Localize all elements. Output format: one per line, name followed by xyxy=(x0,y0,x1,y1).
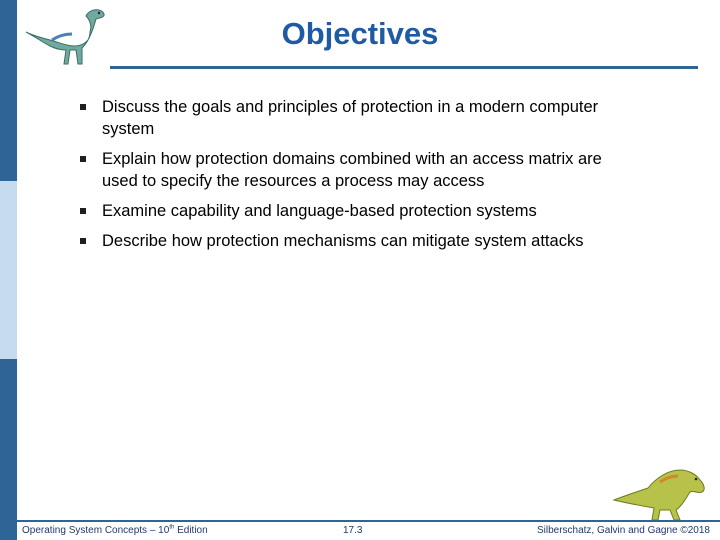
dinosaur-icon xyxy=(610,462,708,522)
footer-book-suffix: Edition xyxy=(174,525,208,536)
footer-book-prefix: Operating System Concepts – 10 xyxy=(22,525,170,536)
footer-page-number: 17.3 xyxy=(343,525,363,536)
bullet-text: Discuss the goals and principles of protection in a modern computer system xyxy=(102,98,599,138)
bullet-marker xyxy=(80,156,86,162)
bullet-marker xyxy=(80,238,86,244)
left-bar-top xyxy=(0,0,17,181)
footer-copyright: Silberschatz, Galvin and Gagne ©2018 xyxy=(536,525,710,536)
left-bar-middle xyxy=(0,181,17,359)
bullet-text: Describe how protection mechanisms can mitigate system attacks xyxy=(102,232,584,250)
bullet-marker xyxy=(80,208,86,214)
bullet-text: Examine capability and language-based protection systems xyxy=(102,202,537,220)
left-color-bar xyxy=(0,0,17,540)
footer-book-title xyxy=(22,524,208,538)
bullet-text: Explain how protection domains combined with an access matrix are used to specify the resources a process may access xyxy=(102,150,602,190)
bullet-list xyxy=(78,96,638,260)
bullet-item xyxy=(78,148,638,192)
footer-book-sup: th xyxy=(169,524,175,531)
footer-rule xyxy=(17,520,720,522)
bullet-item xyxy=(78,200,638,222)
slide-title: Objectives xyxy=(281,16,439,51)
title-underline xyxy=(110,66,698,69)
dinosaur-icon xyxy=(24,6,110,68)
left-bar-bottom xyxy=(0,359,17,540)
bullet-item xyxy=(78,230,638,252)
bullet-marker xyxy=(80,104,86,110)
bullet-item xyxy=(78,96,638,140)
